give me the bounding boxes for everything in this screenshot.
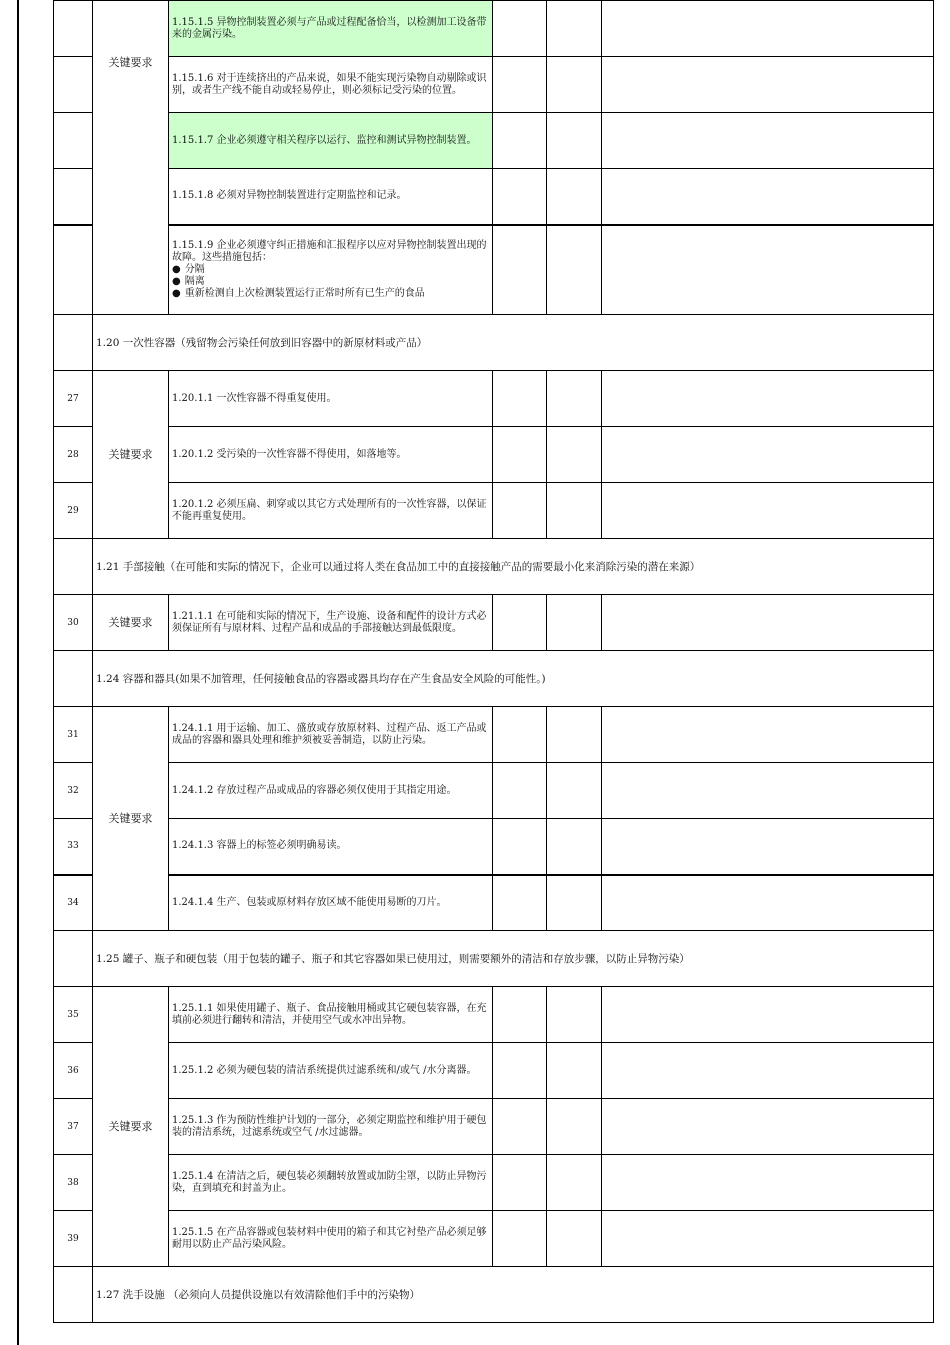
table-row bbox=[54, 427, 934, 483]
row-number bbox=[54, 113, 93, 169]
check-cell[interactable] bbox=[547, 819, 602, 875]
bullet-icon: ● bbox=[172, 263, 181, 275]
table-row bbox=[54, 1, 934, 57]
remarks-cell[interactable] bbox=[602, 113, 934, 169]
remarks-cell[interactable] bbox=[602, 483, 934, 539]
section-title: 1.20 一次性容器（残留物会污染任何放到旧容器中的新原材料或产品） bbox=[93, 315, 934, 371]
check-cell[interactable] bbox=[493, 595, 547, 651]
section-header-row bbox=[54, 315, 934, 371]
requirement-text: 1.25.1.3 作为预防性维护计划的一部分，必须定期监控和维护用于硬包装的清洁系统，过滤系统或空气 /水过滤器。 bbox=[169, 1099, 493, 1155]
row-number bbox=[54, 651, 93, 707]
row-number: 29 bbox=[54, 483, 93, 539]
check-cell[interactable] bbox=[493, 371, 547, 427]
table-row bbox=[54, 987, 934, 1043]
section-header-row bbox=[54, 931, 934, 987]
row-number bbox=[54, 931, 93, 987]
requirement-intro: 1.15.1.9 企业必须遵守纠正措施和汇报程序以应对异物控制装置出现的故障。这些措施包括： bbox=[172, 239, 487, 263]
category-cell: 关键要求 bbox=[93, 1, 169, 315]
requirements-table bbox=[53, 0, 934, 1323]
section-header-row bbox=[54, 1267, 934, 1323]
left-margin-rule bbox=[17, 0, 19, 1345]
check-cell[interactable] bbox=[493, 225, 547, 315]
requirement-text: 1.15.1.8 必须对异物控制装置进行定期监控和记录。 bbox=[169, 169, 493, 225]
section-header-row bbox=[54, 651, 934, 707]
remarks-cell[interactable] bbox=[602, 1043, 934, 1099]
check-cell[interactable] bbox=[493, 1155, 547, 1211]
remarks-cell[interactable] bbox=[602, 595, 934, 651]
check-cell[interactable] bbox=[493, 763, 547, 819]
bullet-item: ● 隔离 bbox=[172, 275, 205, 287]
row-number: 30 bbox=[54, 595, 93, 651]
row-number bbox=[54, 225, 93, 315]
remarks-cell[interactable] bbox=[602, 371, 934, 427]
bullet-icon: ● bbox=[172, 287, 181, 299]
section-title: 1.25 罐子、瓶子和硬包装（用于包装的罐子、瓶子和其它容器如果已使用过，则需要额外的清洁和存放步骤，以防止异物污染） bbox=[93, 931, 934, 987]
row-number: 32 bbox=[54, 763, 93, 819]
check-cell[interactable] bbox=[547, 427, 602, 483]
row-number: 31 bbox=[54, 707, 93, 763]
table-row bbox=[54, 225, 934, 315]
check-cell[interactable] bbox=[493, 113, 547, 169]
check-cell[interactable] bbox=[547, 1155, 602, 1211]
check-cell[interactable] bbox=[493, 707, 547, 763]
row-number bbox=[54, 1, 93, 57]
check-cell[interactable] bbox=[493, 1043, 547, 1099]
row-number: 35 bbox=[54, 987, 93, 1043]
check-cell[interactable] bbox=[493, 875, 547, 931]
section-title: 1.21 手部接触（在可能和实际的情况下，企业可以通过将人类在食品加工中的直接接触产品的需要最小化来消除污染的潜在来源） bbox=[93, 539, 934, 595]
requirement-text: 1.20.1.2 受污染的一次性容器不得使用，如落地等。 bbox=[169, 427, 493, 483]
row-number: 28 bbox=[54, 427, 93, 483]
row-number: 27 bbox=[54, 371, 93, 427]
check-cell[interactable] bbox=[547, 57, 602, 113]
requirement-text: 1.24.1.3 容器上的标签必须明确易读。 bbox=[169, 819, 493, 875]
table-row bbox=[54, 763, 934, 819]
check-cell[interactable] bbox=[547, 483, 602, 539]
remarks-cell[interactable] bbox=[602, 763, 934, 819]
row-number bbox=[54, 169, 93, 225]
check-cell[interactable] bbox=[547, 1, 602, 57]
table-row bbox=[54, 371, 934, 427]
check-cell[interactable] bbox=[547, 1211, 602, 1267]
requirement-text: 1.25.1.4 在清洁之后，硬包装必须翻转放置或加防尘罩，以防止异物污染，直到填充和封盖为止。 bbox=[169, 1155, 493, 1211]
requirement-text bbox=[169, 225, 493, 315]
remarks-cell[interactable] bbox=[602, 1099, 934, 1155]
remarks-cell[interactable] bbox=[602, 1, 934, 57]
check-cell[interactable] bbox=[547, 595, 602, 651]
check-cell[interactable] bbox=[493, 169, 547, 225]
check-cell[interactable] bbox=[547, 763, 602, 819]
remarks-cell[interactable] bbox=[602, 427, 934, 483]
table-row bbox=[54, 1099, 934, 1155]
row-number bbox=[54, 1267, 93, 1323]
check-cell[interactable] bbox=[493, 819, 547, 875]
row-number: 34 bbox=[54, 875, 93, 931]
table-row bbox=[54, 57, 934, 113]
check-cell[interactable] bbox=[547, 1043, 602, 1099]
check-cell[interactable] bbox=[547, 987, 602, 1043]
bullet-item: ● 分隔 bbox=[172, 263, 205, 275]
check-cell[interactable] bbox=[493, 987, 547, 1043]
row-number: 36 bbox=[54, 1043, 93, 1099]
check-cell[interactable] bbox=[493, 483, 547, 539]
requirement-text: 1.21.1.1 在可能和实际的情况下，生产设施、设备和配件的设计方式必须保证所有与原材料、过程产品和成品的手部接触达到最低限度。 bbox=[169, 595, 493, 651]
table-row bbox=[54, 595, 934, 651]
remarks-cell[interactable] bbox=[602, 225, 934, 315]
category-cell: 关键要求 bbox=[93, 595, 169, 651]
check-cell[interactable] bbox=[547, 113, 602, 169]
remarks-cell[interactable] bbox=[602, 1155, 934, 1211]
check-cell[interactable] bbox=[547, 371, 602, 427]
requirement-text: 1.25.1.5 在产品容器或包装材料中使用的箱子和其它衬垫产品必须足够耐用以防止产品污染风险。 bbox=[169, 1211, 493, 1267]
check-cell[interactable] bbox=[547, 169, 602, 225]
table-row bbox=[54, 1211, 934, 1267]
table-row bbox=[54, 707, 934, 763]
section-title: 1.27 洗手设施 （必须向人员提供设施以有效清除他们手中的污染物） bbox=[93, 1267, 934, 1323]
requirement-text: 1.15.1.7 企业必须遵守相关程序以运行、监控和测试异物控制装置。 bbox=[169, 113, 493, 169]
section-title: 1.24 容器和器具(如果不加管理，任何接触食品的容器或器具均存在产生食品安全风险的可能性。) bbox=[93, 651, 934, 707]
remarks-cell[interactable] bbox=[602, 169, 934, 225]
table-row bbox=[54, 169, 934, 225]
check-cell[interactable] bbox=[493, 57, 547, 113]
bullet-item: ● 重新检测自上次检测装置运行正常时所有已生产的食品 bbox=[172, 287, 425, 299]
requirement-text: 1.24.1.4 生产、包装或原材料存放区域不能使用易断的刀片。 bbox=[169, 875, 493, 931]
category-cell: 关键要求 bbox=[93, 371, 169, 539]
table-row bbox=[54, 1043, 934, 1099]
requirement-text: 1.15.1.5 异物控制装置必须与产品或过程配备恰当，以检测加工设备带来的金属污染。 bbox=[169, 1, 493, 57]
remarks-cell[interactable] bbox=[602, 987, 934, 1043]
remarks-cell[interactable] bbox=[602, 819, 934, 875]
remarks-cell[interactable] bbox=[602, 57, 934, 113]
requirement-text: 1.24.1.2 存放过程产品或成品的容器必须仅使用于其指定用途。 bbox=[169, 763, 493, 819]
check-cell[interactable] bbox=[493, 427, 547, 483]
table-row bbox=[54, 113, 934, 169]
requirement-text: 1.20.1.1 一次性容器不得重复使用。 bbox=[169, 371, 493, 427]
row-number bbox=[54, 57, 93, 113]
remarks-cell[interactable] bbox=[602, 707, 934, 763]
row-number: 37 bbox=[54, 1099, 93, 1155]
table-row bbox=[54, 483, 934, 539]
requirement-text: 1.20.1.2 必须压扁、刺穿或以其它方式处理所有的一次性容器，以保证不能再重复使用。 bbox=[169, 483, 493, 539]
check-cell[interactable] bbox=[547, 707, 602, 763]
bullet-icon: ● bbox=[172, 275, 181, 287]
table-row bbox=[54, 819, 934, 875]
section-header-row bbox=[54, 539, 934, 595]
remarks-cell[interactable] bbox=[602, 1211, 934, 1267]
check-cell[interactable] bbox=[547, 875, 602, 931]
category-cell: 关键要求 bbox=[93, 707, 169, 931]
requirement-text: 1.25.1.1 如果使用罐子、瓶子、食品接触用桶或其它硬包装容器，在充填前必须进行翻转和清洁，并使用空气或水冲出异物。 bbox=[169, 987, 493, 1043]
check-cell[interactable] bbox=[547, 1099, 602, 1155]
check-cell[interactable] bbox=[493, 1, 547, 57]
row-number bbox=[54, 539, 93, 595]
requirement-text: 1.25.1.2 必须为硬包装的清洁系统提供过滤系统和/或气 /水分离器。 bbox=[169, 1043, 493, 1099]
remarks-cell[interactable] bbox=[602, 875, 934, 931]
check-cell[interactable] bbox=[493, 1099, 547, 1155]
row-number: 39 bbox=[54, 1211, 93, 1267]
check-cell[interactable] bbox=[547, 225, 602, 315]
table-row bbox=[54, 1155, 934, 1211]
row-number: 33 bbox=[54, 819, 93, 875]
row-number bbox=[54, 315, 93, 371]
check-cell[interactable] bbox=[493, 1211, 547, 1267]
table-row bbox=[54, 875, 934, 931]
category-cell: 关键要求 bbox=[93, 987, 169, 1267]
requirement-text: 1.15.1.6 对于连续挤出的产品来说，如果不能实现污染物自动剔除或识别，或者生产线不能自动或轻易停止，则必须标记受污染的位置。 bbox=[169, 57, 493, 113]
row-number: 38 bbox=[54, 1155, 93, 1211]
requirement-text: 1.24.1.1 用于运输、加工、盛放或存放原材料、过程产品、返工产品或成品的容器和器具处理和维护须被妥善制造，以防止污染。 bbox=[169, 707, 493, 763]
